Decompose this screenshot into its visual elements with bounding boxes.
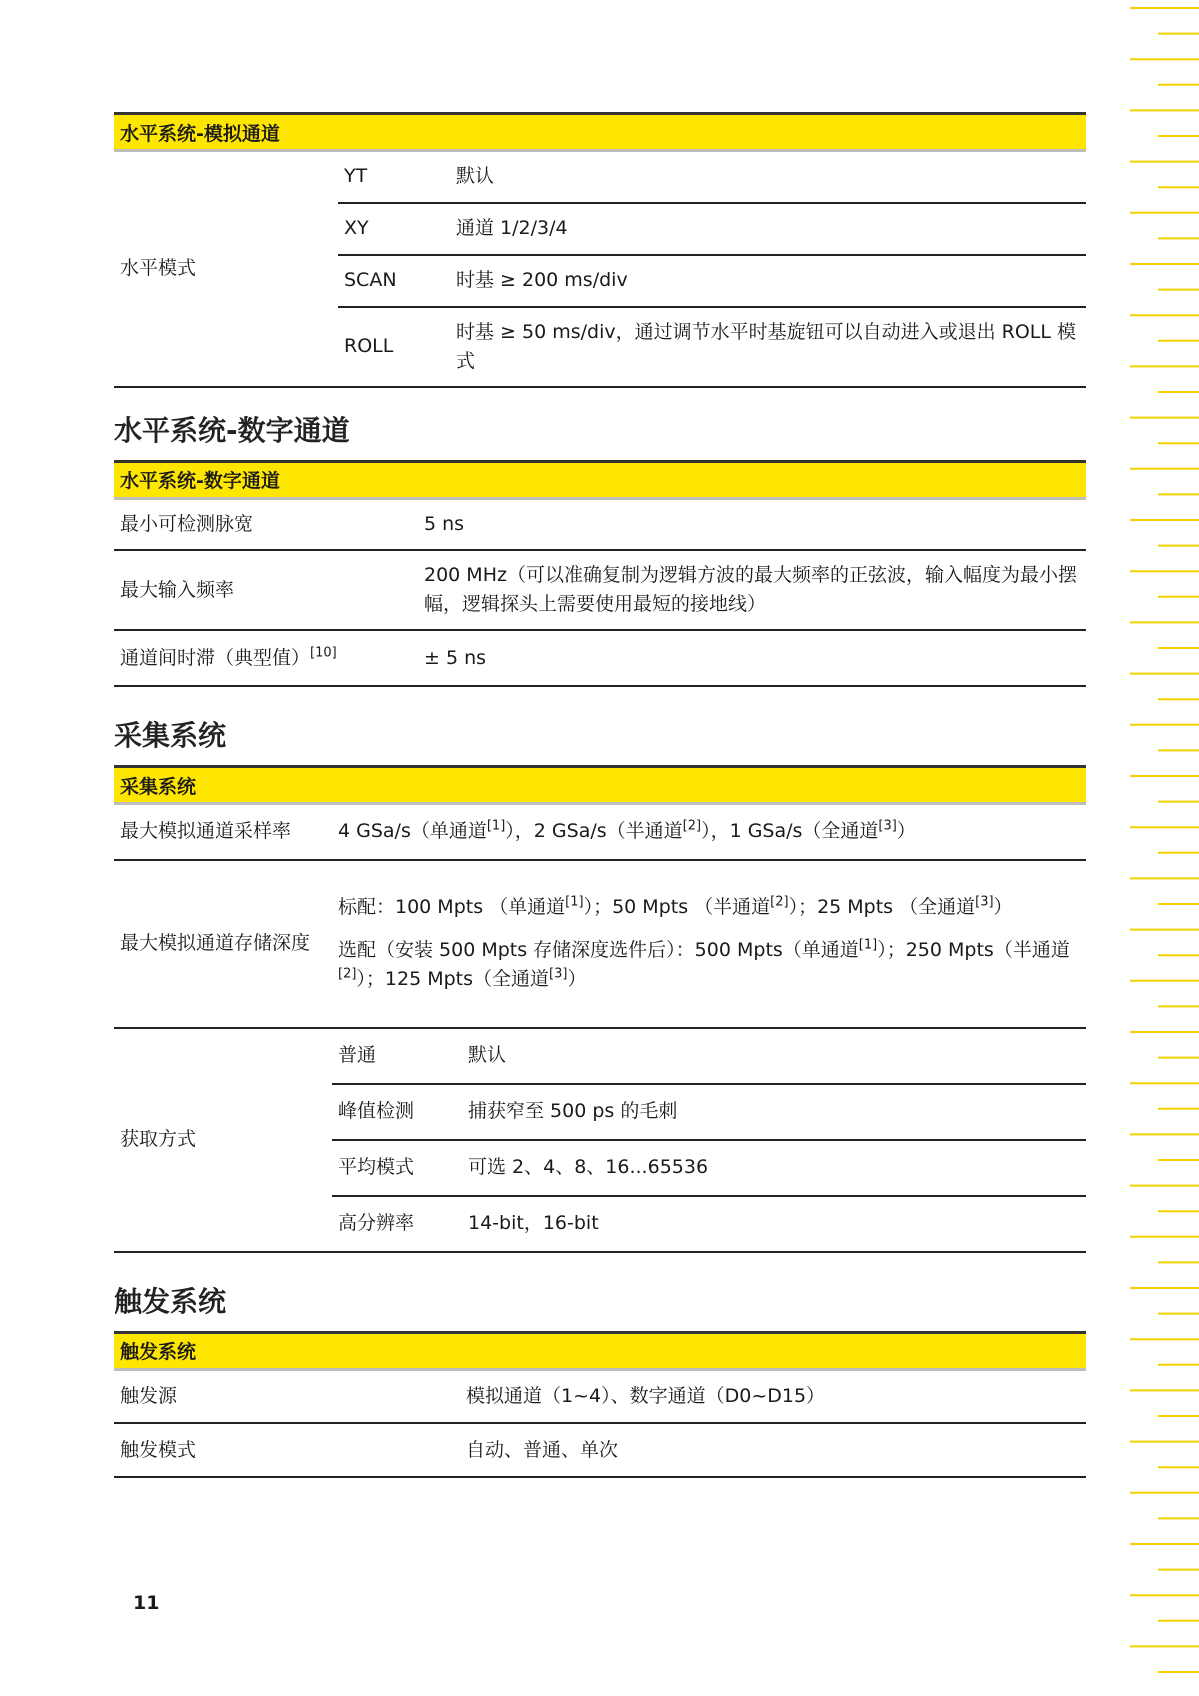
- spec-value: ± 5 ns: [418, 630, 1086, 686]
- text-run: 4 GSa/s（单通道: [338, 820, 487, 843]
- memory-depth-value: [332, 860, 1086, 1028]
- text-run: 标配：100 Mpts （单通道: [338, 896, 566, 918]
- spec-value: 模拟通道（1~4）、数字通道（D0~D15）: [460, 1369, 1086, 1423]
- text-run: ）；125 Mpts（全通道: [356, 968, 550, 990]
- text-run: ）；25 Mpts （全通道: [788, 896, 976, 918]
- text-run: ）: [993, 896, 1013, 918]
- footnote-ref: [3]: [975, 894, 994, 910]
- spec-label: 触发源: [114, 1369, 460, 1423]
- text-run: ），2 GSa/s（半通道: [505, 820, 683, 843]
- memory-option: [338, 936, 1080, 994]
- spec-value: 5 ns: [418, 498, 1086, 550]
- spec-label: 最大模拟通道采样率: [114, 804, 332, 860]
- mode-desc: 可选 2、4、8、16...65536: [462, 1140, 1086, 1196]
- table-band-title: 水平系统-模拟通道: [114, 114, 1086, 151]
- spec-label: 最小可检测脉宽: [114, 498, 418, 550]
- footnote-ref: [10]: [310, 645, 337, 661]
- spec-value: 自动、普通、单次: [460, 1423, 1086, 1477]
- footnote-ref: [2]: [338, 966, 357, 982]
- page-number: 11: [133, 1592, 160, 1614]
- section-heading: 采集系统: [114, 719, 227, 752]
- text-run: ）: [567, 968, 587, 990]
- table-band-title: 水平系统-数字通道: [114, 461, 1086, 498]
- footnote-ref: [3]: [878, 818, 897, 834]
- mode-desc: 捕获窄至 500 ps 的毛刺: [462, 1084, 1086, 1140]
- footnote-ref: [2]: [682, 818, 702, 834]
- sample-rate-value: [332, 804, 1086, 860]
- text-run: ），1 GSa/s（全通道: [701, 820, 879, 843]
- footnote-ref: [1]: [565, 894, 584, 910]
- acquisition-table: [114, 765, 1086, 1253]
- mode-name: ROLL: [338, 307, 450, 387]
- mode-desc: 14-bit，16-bit: [462, 1196, 1086, 1252]
- table-band-title: 采集系统: [114, 767, 1086, 804]
- mode-name: 普通: [332, 1028, 462, 1084]
- acquisition-mode-label: 获取方式: [114, 1028, 332, 1252]
- mode-desc: 默认: [450, 151, 1086, 203]
- horizontal-mode-label: 水平模式: [114, 151, 338, 387]
- mode-desc: 时基 ≥ 50 ms/div，通过调节水平时基旋钮可以自动进入或退出 ROLL 模式: [450, 307, 1086, 387]
- text-run: ）；50 Mpts （半通道: [583, 896, 771, 918]
- text-run: ）: [896, 820, 916, 843]
- decorative-stripes: [1130, 0, 1199, 1696]
- mode-desc: 通道 1/2/3/4: [450, 203, 1086, 255]
- spec-label-text: 通道间时滞（典型值）: [120, 646, 311, 669]
- mode-name: XY: [338, 203, 450, 255]
- horizontal-digital-table: [114, 460, 1086, 688]
- footnote-ref: [1]: [486, 818, 506, 834]
- spec-value: 200 MHz（可以准确复制为逻辑方波的最大频率的正弦波，输入幅度为最小摆幅，逻辑探头上需要使用最短的接地线）: [418, 550, 1086, 630]
- mode-desc: 时基 ≥ 200 ms/div: [450, 255, 1086, 307]
- mode-desc: 默认: [462, 1028, 1086, 1084]
- text-run: 选配（安装 500 Mpts 存储深度选件后）：500 Mpts（单通道: [338, 939, 859, 961]
- mode-name: YT: [338, 151, 450, 203]
- section-heading: 触发系统: [114, 1284, 227, 1318]
- mode-name: 平均模式: [332, 1140, 462, 1196]
- spec-label: 最大输入频率: [114, 550, 418, 630]
- table-band-title: 触发系统: [114, 1332, 1086, 1369]
- spec-label: [114, 630, 418, 686]
- mode-name: 高分辨率: [332, 1196, 462, 1252]
- footnote-ref: [2]: [770, 894, 789, 910]
- text-run: ）；250 Mpts（半通道: [877, 939, 1070, 961]
- spec-label: 触发模式: [114, 1423, 460, 1477]
- section-heading: 水平系统-数字通道: [114, 413, 350, 447]
- mode-name: 峰值检测: [332, 1084, 462, 1140]
- mode-name: SCAN: [338, 255, 450, 307]
- spec-label: 最大模拟通道存储深度: [114, 860, 332, 1028]
- memory-standard: [338, 893, 1080, 922]
- trigger-table: [114, 1331, 1086, 1479]
- footnote-ref: [3]: [549, 966, 568, 982]
- horizontal-analog-table: [114, 112, 1086, 388]
- footnote-ref: [1]: [858, 937, 878, 953]
